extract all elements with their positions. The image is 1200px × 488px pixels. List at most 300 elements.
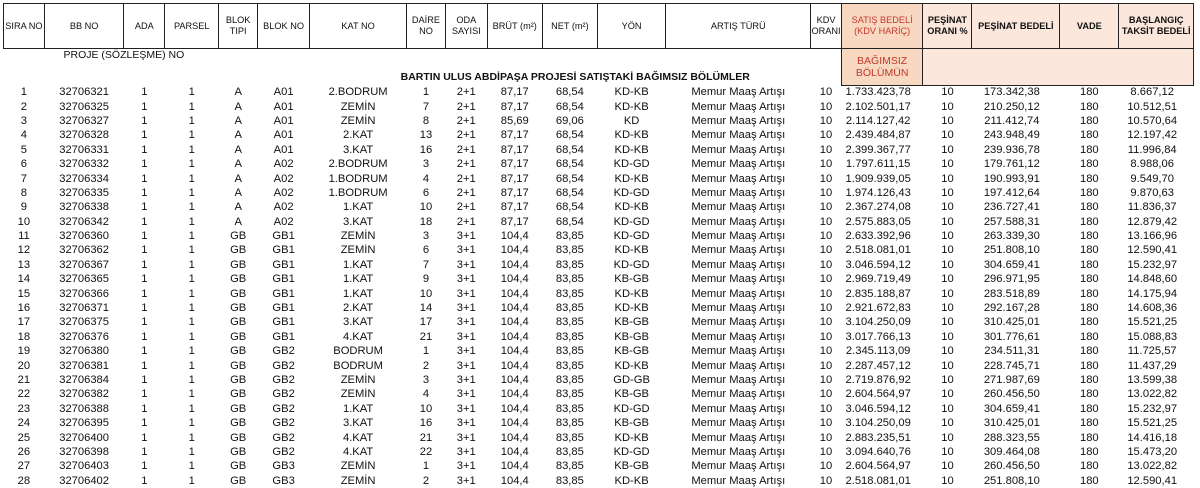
- cell-yon: KD-GD: [613, 258, 650, 271]
- cell-net: 83,85: [555, 474, 584, 487]
- cell-artis-turu: Memur Maaş Artışı: [691, 100, 786, 113]
- cell-sira-no: 16: [17, 302, 31, 315]
- cell-pesinat-orani: 10: [941, 402, 954, 415]
- cell-daire-no: 3: [422, 374, 430, 386]
- cell-baslangic-taksit: 8.667,12: [1130, 86, 1174, 99]
- cell-blok-tipi: GB: [230, 359, 247, 372]
- cell-yon: KD-KB: [614, 143, 649, 156]
- cell-pesinat-orani: 10: [941, 474, 954, 487]
- cell-ada: 1: [141, 100, 148, 113]
- cell-bb-no: 32706371: [59, 302, 109, 315]
- cell-vade: 180: [1079, 143, 1099, 156]
- cell-bb-no: 32706332: [59, 158, 109, 171]
- table-row: [4, 445, 1194, 459]
- cell-oda-sayisi: 2+1: [456, 172, 476, 185]
- cell-daire-no: 3: [422, 230, 430, 243]
- page-title: BARTIN ULUS ABDİPAŞA PROJESİ SATIŞTAKİ BAĞIMSIZ BÖLÜMLER: [400, 71, 750, 83]
- cell-net: 69,06: [555, 114, 584, 127]
- cell-artis-turu: Memur Maaş Artışı: [691, 129, 786, 142]
- col-vade: VADE: [1060, 4, 1119, 49]
- cell-brut: 104,4: [500, 374, 529, 386]
- cell-kat-no: ZEMİN: [340, 114, 376, 127]
- cell-kat-no: 1.BODRUM: [328, 172, 388, 185]
- col-blok-tipi: BLOK TIPI: [219, 4, 258, 49]
- cell-oda-sayisi: 3+1: [456, 316, 476, 329]
- cell-sira-no: 22: [17, 388, 31, 401]
- cell-ada: 1: [141, 330, 148, 343]
- cell-oda-sayisi: 2+1: [456, 143, 476, 156]
- cell-kat-no: 3.KAT: [342, 316, 374, 329]
- cell-brut: 104,4: [500, 273, 529, 286]
- cell-ada: 1: [141, 374, 148, 386]
- cell-brut: 104,4: [500, 417, 529, 430]
- cell-blok-no: GB1: [272, 302, 295, 315]
- cell-yon: KB-GB: [614, 316, 650, 329]
- cell-baslangic-taksit: 12.197,42: [1127, 129, 1178, 142]
- title-row: [4, 49, 1194, 68]
- cell-pesinat-bedeli: 304.659,41: [983, 402, 1040, 415]
- cell-artis-turu: Memur Maaş Artışı: [691, 316, 786, 329]
- cell-bb-no: 32706382: [59, 388, 109, 401]
- cell-artis-turu: Memur Maaş Artışı: [691, 330, 786, 343]
- cell-baslangic-taksit: 12.590,41: [1127, 474, 1178, 487]
- cell-satis-bedeli: 2.367.274,08: [845, 201, 911, 214]
- cell-brut: 87,17: [500, 100, 529, 113]
- cell-vade: 180: [1079, 114, 1099, 127]
- cell-vade: 180: [1079, 474, 1099, 487]
- cell-yon: KD-KB: [614, 287, 649, 300]
- cell-ada: 1: [141, 186, 148, 199]
- cell-vade: 180: [1079, 374, 1099, 386]
- cell-blok-tipi: GB: [230, 345, 247, 358]
- cell-oda-sayisi: 3+1: [456, 374, 476, 386]
- cell-sira-no: 10: [17, 215, 31, 228]
- cell-kdv-orani: 10: [819, 460, 833, 473]
- cell-blok-tipi: GB: [230, 244, 247, 257]
- cell-daire-no: 1: [422, 460, 430, 473]
- cell-kdv-orani: 10: [819, 85, 833, 98]
- table-row: [4, 157, 1194, 171]
- cell-pesinat-orani: 10: [941, 316, 954, 329]
- cell-satis-bedeli: 2.102.501,17: [845, 100, 911, 113]
- cell-oda-sayisi: 2+1: [456, 114, 476, 127]
- cell-blok-tipi: A: [234, 172, 242, 185]
- cell-pesinat-bedeli: 271.987,69: [983, 374, 1040, 386]
- cell-blok-tipi: GB: [230, 417, 247, 430]
- cell-yon: KD-KB: [614, 302, 649, 315]
- cell-pesinat-orani: 10: [941, 374, 954, 386]
- cell-sira-no: 26: [17, 445, 31, 458]
- cell-bb-no: 32706360: [59, 230, 109, 243]
- cell-pesinat-bedeli: 234.511,31: [984, 345, 1040, 358]
- table-row: [4, 114, 1194, 128]
- cell-vade: 180: [1079, 417, 1099, 430]
- cell-bb-no: 32706331: [59, 143, 109, 156]
- cell-artis-turu: Memur Maaş Artışı: [691, 230, 786, 243]
- cell-vade: 180: [1079, 201, 1099, 214]
- cell-bb-no: 32706327: [59, 114, 109, 127]
- cell-kdv-orani: 10: [819, 230, 833, 243]
- cell-brut: 104,4: [500, 258, 529, 271]
- cell-kat-no: ZEMİN: [340, 474, 376, 487]
- cell-pesinat-bedeli: 236.727,41: [983, 201, 1040, 214]
- cell-brut: 104,4: [500, 474, 529, 487]
- cell-ada: 1: [141, 359, 148, 372]
- cell-daire-no: 13: [419, 129, 433, 142]
- cell-artis-turu: Memur Maaş Artışı: [691, 158, 786, 171]
- col-daire-no: DAİRE NO: [407, 4, 446, 49]
- col-pesinat-orani: PEŞİNAT ORANI %: [923, 4, 972, 49]
- cell-baslangic-taksit: 15.521,25: [1127, 316, 1178, 329]
- cell-kat-no: 2.BODRUM: [328, 85, 388, 98]
- cell-net: 83,85: [555, 258, 584, 271]
- cell-blok-tipi: GB: [230, 316, 247, 329]
- cell-blok-tipi: GB: [230, 273, 247, 286]
- cell-vade: 180: [1079, 172, 1099, 185]
- cell-satis-bedeli: 3.017.766,13: [845, 330, 911, 343]
- cell-kat-no: 2.BODRUM: [328, 158, 388, 171]
- table-row: [4, 143, 1194, 157]
- cell-artis-turu: Memur Maaş Artışı: [691, 460, 786, 473]
- cell-bb-no: 32706402: [59, 474, 109, 487]
- cell-bb-no: 32706380: [59, 345, 109, 358]
- cell-kdv-orani: 10: [819, 402, 833, 415]
- units-table: [3, 3, 1194, 488]
- cell-oda-sayisi: 3+1: [456, 244, 476, 257]
- col-sira-no: SIRA NO: [4, 4, 45, 49]
- cell-brut: 104,4: [500, 244, 529, 257]
- cell-parsel: 1: [188, 316, 195, 329]
- cell-daire-no: 10: [419, 402, 433, 415]
- cell-ada: 1: [141, 85, 148, 98]
- cell-kat-no: ZEMİN: [340, 388, 376, 401]
- cell-brut: 104,4: [500, 345, 529, 358]
- cell-blok-tipi: GB: [230, 302, 247, 315]
- cell-blok-tipi: GB: [230, 460, 247, 473]
- cell-oda-sayisi: 2+1: [456, 85, 476, 98]
- cell-ada: 1: [141, 345, 148, 358]
- cell-pesinat-bedeli: 310.425,01: [983, 417, 1040, 430]
- cell-bb-no: 32706321: [59, 85, 109, 98]
- cell-daire-no: 18: [419, 215, 433, 228]
- cell-baslangic-taksit: 12.879,42: [1127, 215, 1178, 228]
- cell-yon: KB-GB: [614, 417, 650, 430]
- cell-vade: 180: [1079, 100, 1099, 113]
- cell-net: 83,85: [555, 330, 584, 343]
- cell-artis-turu: Memur Maaş Artışı: [691, 474, 786, 487]
- cell-net: 68,54: [555, 129, 584, 142]
- cell-bb-no: 32706403: [59, 460, 109, 473]
- cell-ada: 1: [141, 287, 148, 300]
- cell-brut: 104,4: [500, 388, 529, 401]
- cell-sira-no: 20: [17, 359, 31, 372]
- cell-parsel: 1: [188, 158, 195, 171]
- cell-sira-no: 24: [17, 417, 31, 430]
- cell-daire-no: 7: [422, 258, 430, 271]
- cell-artis-turu: Memur Maaş Artışı: [691, 345, 786, 358]
- cell-artis-turu: Memur Maaş Artışı: [691, 374, 786, 386]
- cell-vade: 180: [1079, 359, 1099, 372]
- cell-pesinat-orani: 10: [941, 359, 954, 372]
- cell-sira-no: 5: [20, 143, 28, 156]
- cell-kdv-orani: 10: [819, 431, 833, 444]
- cell-satis-bedeli: 3.046.594,12: [845, 258, 911, 271]
- cell-oda-sayisi: 3+1: [456, 273, 476, 286]
- cell-blok-tipi: GB: [230, 474, 247, 487]
- cell-oda-sayisi: 3+1: [456, 445, 476, 458]
- cell-pesinat-bedeli: 211.412,74: [984, 114, 1040, 127]
- cell-kat-no: BODRUM: [333, 359, 383, 372]
- cell-oda-sayisi: 3+1: [456, 302, 476, 315]
- cell-yon: KD-KB: [614, 244, 649, 257]
- cell-pesinat-bedeli: 304.659,41: [983, 258, 1040, 271]
- cell-blok-no: GB2: [272, 445, 295, 458]
- cell-blok-tipi: GB: [230, 431, 247, 444]
- cell-kdv-orani: 10: [819, 359, 833, 372]
- cell-blok-no: GB2: [272, 374, 295, 386]
- cell-kdv-orani: 10: [819, 417, 833, 430]
- cell-vade: 180: [1079, 158, 1099, 171]
- cell-satis-bedeli: 2.835.188,87: [845, 287, 911, 300]
- cell-pesinat-orani: 10: [941, 330, 954, 343]
- cell-pesinat-orani: 10: [941, 273, 954, 286]
- cell-brut: 87,17: [500, 85, 529, 98]
- cell-yon: KB-GB: [614, 460, 650, 473]
- cell-pesinat-orani: 10: [941, 100, 954, 113]
- cell-pesinat-orani: 10: [941, 215, 954, 228]
- cell-blok-no: GB1: [272, 316, 295, 329]
- cell-artis-turu: Memur Maaş Artışı: [691, 302, 786, 315]
- cell-ada: 1: [141, 388, 148, 401]
- cell-ada: 1: [141, 143, 148, 156]
- cell-kat-no: 4.KAT: [342, 431, 374, 444]
- cell-satis-bedeli: 2.604.564,97: [845, 388, 911, 401]
- cell-satis-bedeli: 3.094.640,76: [845, 445, 911, 458]
- cell-blok-no: GB2: [272, 431, 295, 444]
- table-row: [4, 460, 1194, 474]
- cell-kat-no: 4.KAT: [342, 330, 374, 343]
- cell-pesinat-orani: 10: [941, 258, 954, 271]
- cell-parsel: 1: [188, 273, 195, 286]
- cell-kat-no: 1.KAT: [342, 201, 374, 214]
- cell-blok-no: A01: [273, 143, 294, 156]
- cell-kdv-orani: 10: [819, 374, 833, 386]
- cell-pesinat-bedeli: 197.412,64: [983, 186, 1040, 199]
- cell-brut: 87,17: [500, 129, 529, 142]
- cell-vade: 180: [1079, 431, 1099, 444]
- cell-sira-no: 2: [20, 100, 28, 113]
- cell-daire-no: 2: [422, 359, 430, 372]
- cell-daire-no: 1: [422, 85, 430, 98]
- cell-parsel: 1: [188, 201, 195, 214]
- cell-ada: 1: [141, 431, 148, 444]
- cell-sira-no: 27: [17, 460, 31, 473]
- bagimsiz-line2: BÖLÜMÜN: [855, 66, 909, 79]
- cell-vade: 180: [1079, 129, 1099, 142]
- cell-kdv-orani: 10: [819, 316, 833, 329]
- cell-pesinat-bedeli: 292.167,28: [983, 302, 1040, 315]
- cell-baslangic-taksit: 15.232,97: [1127, 258, 1178, 271]
- table-row: [4, 431, 1194, 445]
- cell-net: 83,85: [555, 345, 584, 358]
- cell-pesinat-bedeli: 251.808,10: [983, 244, 1040, 257]
- cell-bb-no: 32706388: [59, 402, 109, 415]
- cell-baslangic-taksit: 10.570,64: [1127, 114, 1178, 127]
- cell-oda-sayisi: 3+1: [456, 287, 476, 300]
- cell-satis-bedeli: 3.104.250,09: [845, 316, 911, 329]
- cell-baslangic-taksit: 14.416,18: [1127, 431, 1178, 444]
- cell-yon: KB-GB: [614, 345, 650, 358]
- cell-daire-no: 3: [422, 158, 430, 171]
- cell-parsel: 1: [188, 474, 195, 487]
- cell-yon: KD-GD: [613, 230, 650, 243]
- table-row: [4, 229, 1194, 243]
- spreadsheet: [3, 3, 1199, 488]
- cell-sira-no: 23: [17, 402, 31, 415]
- cell-satis-bedeli: 1.797.611,15: [845, 158, 911, 171]
- cell-pesinat-bedeli: 251.808,10: [983, 474, 1040, 487]
- cell-sira-no: 8: [20, 186, 28, 199]
- cell-daire-no: 9: [422, 273, 430, 286]
- cell-satis-bedeli: 2.518.081,01: [845, 474, 911, 487]
- cell-kat-no: 2.KAT: [342, 129, 374, 142]
- cell-parsel: 1: [188, 100, 195, 113]
- cell-oda-sayisi: 3+1: [456, 330, 476, 343]
- cell-blok-no: A01: [273, 114, 294, 127]
- cell-yon: KD-KB: [614, 431, 649, 444]
- cell-yon: KD-KB: [614, 474, 649, 487]
- table-row: [4, 201, 1194, 215]
- cell-blok-tipi: GB: [230, 258, 247, 271]
- cell-parsel: 1: [188, 143, 195, 156]
- table-row: [4, 474, 1194, 488]
- cell-brut: 104,4: [500, 460, 529, 473]
- cell-kat-no: 1.KAT: [342, 258, 374, 271]
- cell-sira-no: 9: [20, 201, 28, 214]
- cell-daire-no: 14: [419, 302, 433, 315]
- cell-kdv-orani: 10: [819, 114, 833, 127]
- cell-artis-turu: Memur Maaş Artışı: [691, 85, 786, 98]
- cell-pesinat-bedeli: 173.342,38: [983, 86, 1040, 99]
- cell-vade: 180: [1079, 86, 1099, 99]
- col-satis-bedeli: SATIŞ BEDELİ (KDV HARİÇ): [841, 4, 923, 49]
- cell-yon: KD-GD: [613, 402, 650, 415]
- cell-artis-turu: Memur Maaş Artışı: [691, 172, 786, 185]
- cell-ada: 1: [141, 215, 148, 228]
- cell-artis-turu: Memur Maaş Artışı: [691, 417, 786, 430]
- cell-net: 68,54: [555, 85, 584, 98]
- cell-sira-no: 28: [17, 474, 31, 487]
- cell-daire-no: 6: [422, 186, 430, 199]
- cell-pesinat-orani: 10: [941, 431, 954, 444]
- cell-yon: KD-KB: [614, 359, 649, 372]
- cell-daire-no: 6: [422, 244, 430, 257]
- cell-daire-no: 4: [422, 172, 430, 185]
- cell-blok-no: GB3: [272, 460, 295, 473]
- cell-kat-no: 3.KAT: [342, 417, 374, 430]
- col-kat-no: KAT NO: [310, 4, 407, 49]
- cell-baslangic-taksit: 11.836,37: [1127, 201, 1177, 214]
- cell-vade: 180: [1079, 273, 1099, 286]
- cell-pesinat-bedeli: 301.776,61: [983, 330, 1040, 343]
- cell-sira-no: 7: [20, 172, 28, 185]
- cell-bb-no: 32706398: [59, 445, 109, 458]
- cell-parsel: 1: [188, 445, 195, 458]
- cell-parsel: 1: [188, 215, 195, 228]
- cell-yon: KD-GD: [613, 445, 650, 458]
- cell-vade: 180: [1079, 287, 1099, 300]
- cell-net: 83,85: [555, 273, 584, 286]
- cell-sira-no: 4: [20, 129, 28, 142]
- cell-kdv-orani: 10: [819, 474, 833, 487]
- cell-satis-bedeli: 2.921.672,83: [845, 302, 911, 315]
- cell-satis-bedeli: 2.518.081,01: [845, 244, 911, 257]
- cell-yon: KD-KB: [614, 129, 649, 142]
- cell-kat-no: 4.KAT: [342, 445, 374, 458]
- cell-net: 83,85: [555, 402, 584, 415]
- cell-brut: 104,4: [500, 302, 529, 315]
- cell-bb-no: 32706395: [59, 417, 109, 430]
- cell-yon: GD-GB: [613, 374, 650, 386]
- col-bb-no: BB NO: [44, 4, 124, 49]
- cell-vade: 180: [1079, 345, 1099, 358]
- cell-kat-no: ZEMİN: [340, 460, 376, 473]
- cell-yon: KD-GD: [613, 186, 650, 199]
- cell-kdv-orani: 10: [819, 258, 833, 271]
- cell-pesinat-bedeli: 260.456,50: [983, 460, 1040, 473]
- cell-daire-no: 4: [422, 388, 430, 401]
- cell-artis-turu: Memur Maaş Artışı: [691, 388, 786, 401]
- cell-pesinat-orani: 10: [941, 143, 954, 156]
- cell-brut: 104,4: [500, 431, 529, 444]
- cell-pesinat-bedeli: 210.250,12: [983, 100, 1040, 113]
- cell-baslangic-taksit: 11.437,29: [1127, 359, 1177, 372]
- cell-kdv-orani: 10: [819, 186, 833, 199]
- cell-brut: 87,17: [500, 158, 529, 171]
- cell-blok-tipi: GB: [230, 445, 247, 458]
- cell-kdv-orani: 10: [819, 244, 833, 257]
- cell-blok-no: A02: [273, 215, 294, 228]
- cell-oda-sayisi: 3+1: [456, 345, 476, 358]
- cell-sira-no: 18: [17, 330, 31, 343]
- cell-bb-no: 32706335: [59, 186, 109, 199]
- cell-daire-no: 21: [419, 330, 433, 343]
- cell-pesinat-bedeli: 228.745,71: [983, 359, 1040, 372]
- table-row: [4, 273, 1194, 287]
- cell-sira-no: 21: [17, 374, 31, 386]
- cell-parsel: 1: [188, 417, 195, 430]
- cell-yon: KD-GD: [613, 215, 650, 228]
- cell-parsel: 1: [188, 85, 195, 98]
- cell-brut: 87,17: [500, 201, 529, 214]
- cell-baslangic-taksit: 13.166,96: [1127, 230, 1178, 243]
- cell-yon: KD-KB: [614, 85, 649, 98]
- cell-brut: 104,4: [500, 330, 529, 343]
- cell-yon: KD-KB: [614, 201, 649, 214]
- cell-artis-turu: Memur Maaş Artışı: [691, 258, 786, 271]
- cell-pesinat-orani: 10: [941, 172, 954, 185]
- cell-baslangic-taksit: 9.549,70: [1130, 172, 1174, 185]
- cell-brut: 85,69: [500, 114, 529, 127]
- cell-kat-no: 3.KAT: [342, 143, 374, 156]
- cell-sira-no: 14: [17, 273, 31, 286]
- table-row: [4, 215, 1194, 229]
- cell-satis-bedeli: 2.439.484,87: [845, 129, 911, 142]
- cell-blok-tipi: A: [234, 114, 242, 127]
- cell-baslangic-taksit: 8.988,06: [1130, 158, 1174, 171]
- cell-oda-sayisi: 2+1: [456, 201, 476, 214]
- cell-blok-tipi: GB: [230, 330, 247, 343]
